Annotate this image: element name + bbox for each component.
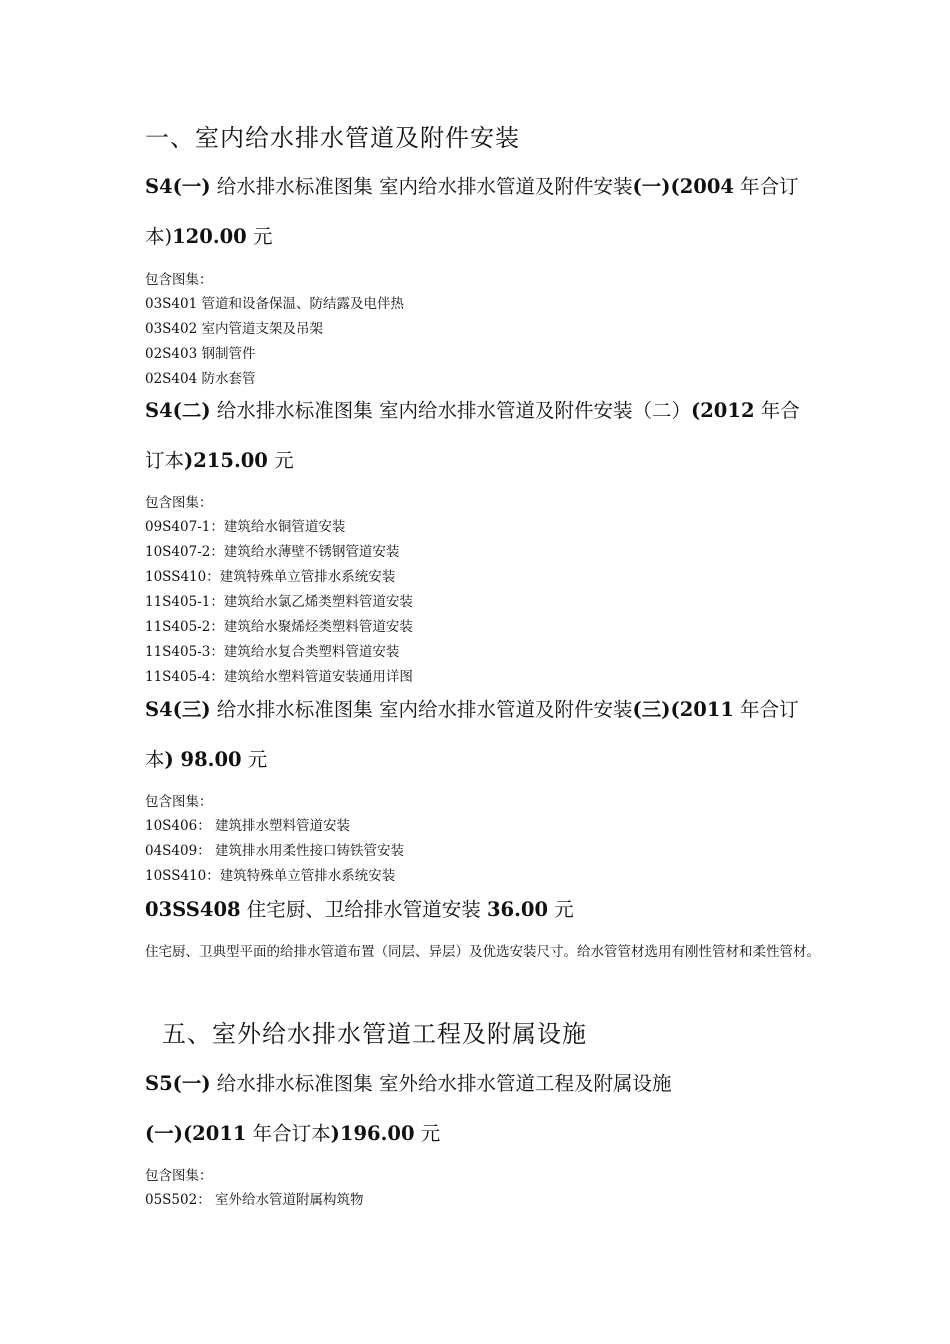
book-title-text: 给水排水标准图集 室内给水排水管道及附件安装（二）	[210, 399, 692, 422]
section-title-5: 五、室外给水排水管道工程及附属设施	[162, 1020, 587, 1048]
list-item: 03S401 管道和设备保温、防结露及电伴热	[145, 296, 404, 312]
book-title-s5-1-line2	[145, 1122, 440, 1146]
list-item: 02S404 防水套管	[145, 371, 256, 387]
list-item: 10SS410：建筑特殊单立管排水系统安装	[145, 868, 396, 884]
book-edition-text: 本)	[145, 225, 173, 248]
book-title-text: 住宅厨、卫给排水管道安装	[240, 898, 487, 921]
book-edition-tail: 年合	[754, 399, 800, 422]
book-title-s4-1-line2	[145, 225, 272, 249]
list-item: 10SS410：建筑特殊单立管排水系统安装	[145, 569, 396, 585]
list-item: 10S406： 建筑排水塑料管道安装	[145, 818, 350, 834]
book-price: )215.00	[184, 449, 268, 472]
list-item: 11S405-2：建筑给水聚烯烃类塑料管道安装	[145, 619, 413, 635]
list-item: 11S405-3：建筑给水复合类塑料管道安装	[145, 644, 400, 660]
book-edition-text: 订本	[145, 449, 185, 472]
book-code: S5(一)	[145, 1072, 211, 1095]
book-price: 120.00	[172, 225, 247, 248]
book-currency: 元	[414, 1122, 441, 1145]
book-price: 36.00	[486, 898, 549, 921]
list-item: 04S409： 建筑排水用柔性接口铸铁管安装	[145, 843, 404, 859]
book-title-s4-1	[145, 175, 799, 199]
book-title-03ss408	[145, 898, 574, 922]
book-edition-tail: 年合订	[733, 698, 799, 721]
book-price: )196.00	[330, 1122, 415, 1145]
book-edition: (一)(2004	[632, 175, 734, 198]
list-item: 05S502： 室外给水管道附属构筑物	[145, 1192, 364, 1208]
book-edition-text: 本	[145, 748, 165, 771]
book-edition-tail: 年合订本	[246, 1122, 331, 1145]
book-title-s4-2-line2	[145, 449, 294, 473]
book-code: 03SS408	[145, 898, 241, 921]
book-code: S4(二)	[145, 399, 211, 422]
book-currency: 元	[548, 898, 574, 921]
book-edition: (2012	[691, 399, 755, 422]
book-description: 住宅厨、卫典型平面的给排水管道布置（同层、异层）及优选安装尺寸。给水管管材选用有刚性管材和柔性管材。	[145, 944, 820, 960]
book-code: S4(一)	[145, 175, 211, 198]
list-item: 11S405-1：建筑给水氯乙烯类塑料管道安装	[145, 594, 413, 610]
book-code: S4(三)	[145, 698, 211, 721]
book-title-s5-1	[145, 1072, 672, 1096]
includes-label: 包含图集：	[145, 495, 213, 511]
book-title-s4-3	[145, 698, 799, 722]
includes-label: 包含图集：	[145, 794, 213, 810]
book-currency: 元	[241, 748, 268, 771]
list-item: 02S403 钢制管件	[145, 346, 256, 362]
book-title-s4-2	[145, 399, 800, 423]
book-title-s4-3-line2	[145, 748, 267, 772]
book-edition-tail: 年合订	[733, 175, 799, 198]
list-item: 10S407-2：建筑给水薄壁不锈钢管道安装	[145, 544, 400, 560]
book-currency: 元	[246, 225, 273, 248]
book-price: ) 98.00	[164, 748, 242, 771]
list-item: 09S407-1：建筑给水铜管道安装	[145, 519, 346, 535]
includes-label: 包含图集：	[145, 272, 213, 288]
book-edition: (三)(2011	[632, 698, 734, 721]
includes-label: 包含图集：	[145, 1168, 213, 1184]
book-edition: (一)(2011	[145, 1122, 247, 1145]
list-item: 11S405-4：建筑给水塑料管道安装通用详图	[145, 669, 413, 685]
book-title-text: 给水排水标准图集 室内给水排水管道及附件安装	[210, 698, 633, 721]
book-title-text: 给水排水标准图集 室外给水排水管道工程及附属设施	[210, 1072, 672, 1095]
list-item: 03S402 室内管道支架及吊架	[145, 321, 323, 337]
section-title-1: 一、室内给水排水管道及附件安装	[145, 124, 520, 152]
book-title-text: 给水排水标准图集 室内给水排水管道及附件安装	[210, 175, 633, 198]
book-currency: 元	[267, 449, 294, 472]
